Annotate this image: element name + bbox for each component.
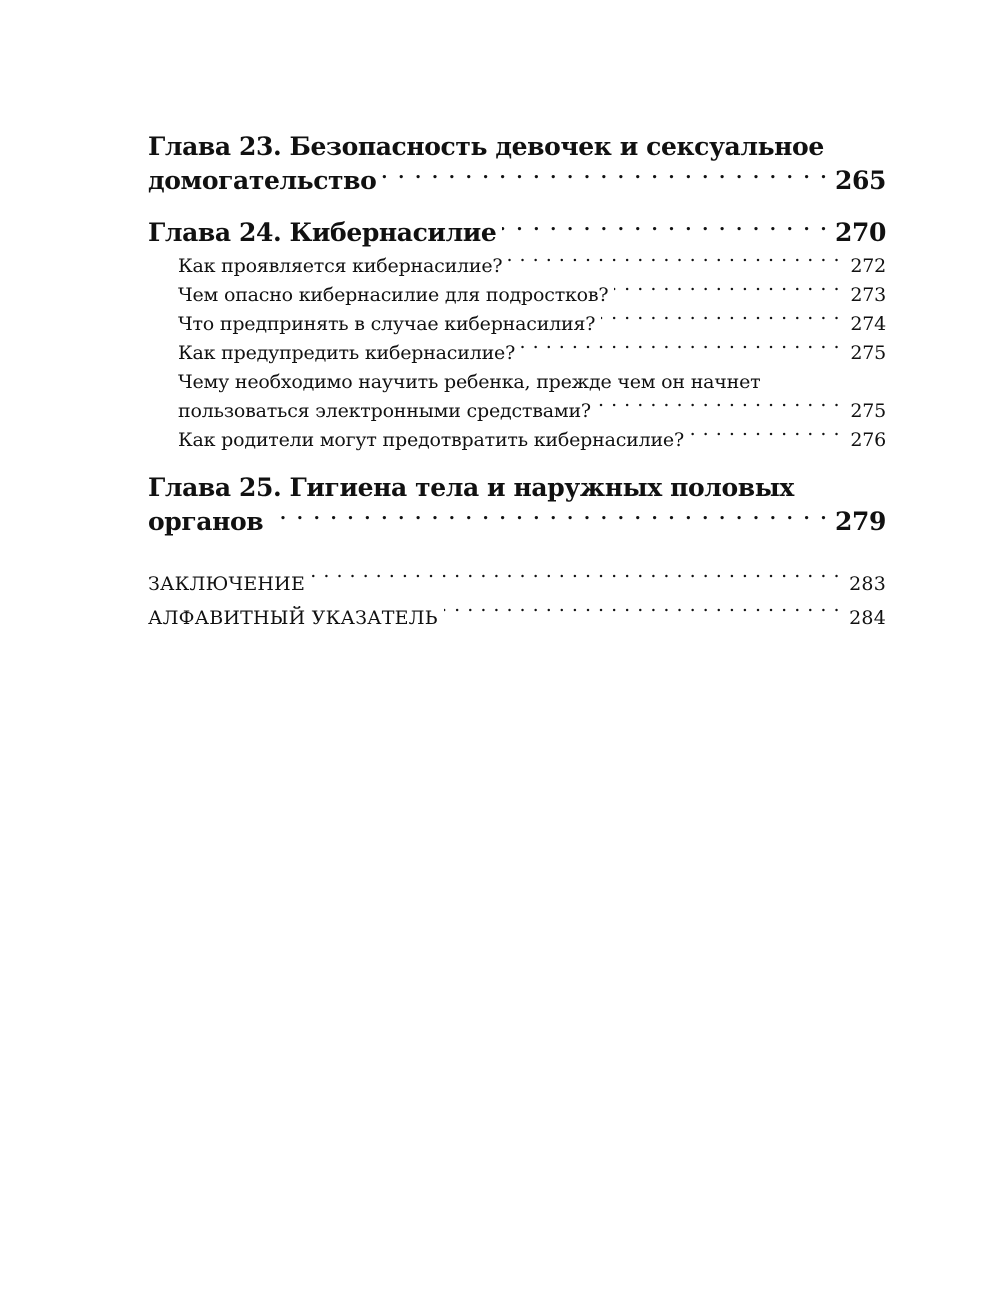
section-title: Как проявляется кибернасилие? <box>178 255 503 277</box>
page-number: 272 <box>850 255 886 277</box>
toc-section[interactable] <box>178 339 886 368</box>
page-number: 275 <box>850 400 886 422</box>
chapter-title-line2: домогательство <box>148 166 377 195</box>
page-number: 283 <box>849 573 886 595</box>
dot-leader <box>444 605 840 624</box>
toc-chapter-24[interactable] <box>148 216 886 250</box>
page-number: 276 <box>850 429 886 451</box>
chapter-entry-row <box>148 164 886 198</box>
section-title-line1: Чему необходимо научить ребенка, прежде чем он начнет <box>178 371 761 393</box>
toc-section[interactable] <box>178 252 886 281</box>
dot-leader <box>269 505 828 530</box>
chapter-entry-row <box>148 216 886 250</box>
dot-leader <box>614 282 840 301</box>
chapter-entry-row <box>148 505 886 539</box>
back-matter-title: ЗАКЛЮЧЕНИЕ <box>148 573 306 595</box>
dot-leader <box>508 253 840 272</box>
page-number: 270 <box>835 218 886 247</box>
section-title: Как родители могут предотвратить кибернасилие? <box>178 429 684 451</box>
toc-section[interactable] <box>178 281 886 310</box>
table-of-contents <box>148 130 886 635</box>
toc-chapter-25[interactable] <box>148 471 886 539</box>
chapter-title: Глава 24. Кибернасилие <box>148 218 497 247</box>
page-number: 275 <box>850 342 886 364</box>
chapter-24-sections <box>178 252 886 455</box>
page-number: 273 <box>850 284 886 306</box>
section-entry-row <box>178 397 886 426</box>
dot-leader <box>521 340 840 359</box>
section-title: Что предпринять в случае кибернасилия? <box>178 313 596 335</box>
chapter-title-line2: органов <box>148 507 264 536</box>
dot-leader <box>597 398 840 417</box>
page-number: 265 <box>835 166 886 195</box>
dot-leader <box>311 571 840 590</box>
dot-leader <box>601 311 840 330</box>
toc-section-multiline[interactable] <box>178 368 886 426</box>
section-title: Как предупредить кибернасилие? <box>178 342 516 364</box>
section-title-line2: пользоваться электронными средствами? <box>178 400 591 422</box>
section-title: Чем опасно кибернасилие для подростков? <box>178 284 609 306</box>
toc-section[interactable] <box>178 310 886 339</box>
back-matter-title: АЛФАВИТНЫЙ УКАЗАТЕЛЬ <box>148 607 438 629</box>
page-number: 284 <box>849 607 886 629</box>
page-number: 274 <box>850 313 886 335</box>
dot-leader <box>382 164 828 189</box>
chapter-title-line1: Глава 23. Безопасность девочек и сексуальное <box>148 132 824 161</box>
toc-index[interactable] <box>148 601 886 635</box>
toc-conclusion[interactable] <box>148 567 886 601</box>
page-number: 279 <box>835 507 886 536</box>
dot-leader <box>690 427 840 446</box>
dot-leader <box>502 216 828 241</box>
toc-section[interactable] <box>178 426 886 455</box>
chapter-title-line1: Глава 25. Гигиена тела и наружных половых <box>148 473 794 502</box>
toc-chapter-23[interactable] <box>148 130 886 198</box>
back-matter <box>148 567 886 635</box>
